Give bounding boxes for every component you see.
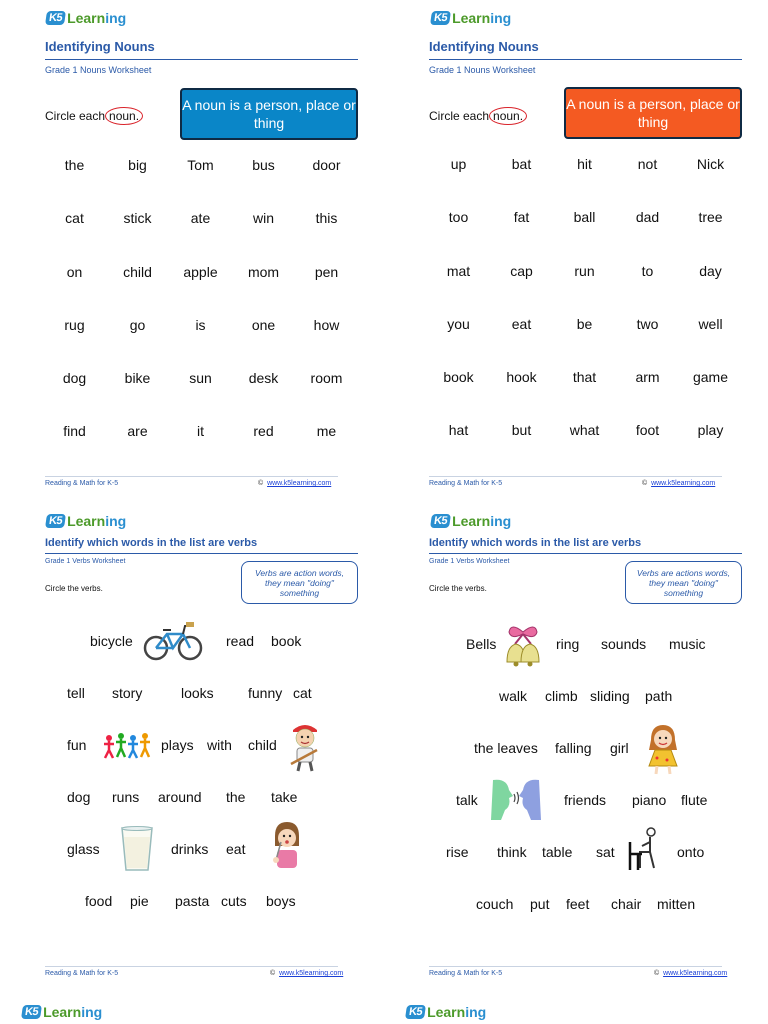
word: climb — [545, 688, 578, 704]
word: the — [226, 789, 246, 805]
noun-word: Nick — [696, 156, 725, 172]
footer-rule — [45, 476, 338, 477]
word: drinks — [171, 841, 209, 857]
circled-word: noun. — [105, 107, 143, 125]
noun-word: run — [574, 262, 595, 279]
noun-word: rug — [64, 316, 85, 333]
noun-word: the — [64, 157, 85, 173]
footer-rule — [429, 966, 722, 967]
noun-word: eat — [511, 315, 532, 332]
word: eat — [226, 841, 246, 857]
noun-word: bus — [252, 157, 275, 173]
word: table — [542, 844, 573, 860]
word: feet — [566, 896, 590, 912]
word: rise — [446, 844, 469, 860]
noun-word: ball — [573, 209, 596, 226]
word: falling — [555, 740, 592, 756]
definition-box: A noun is a person, place or thing — [564, 87, 742, 139]
instruction: Circle the verbs. — [429, 584, 487, 593]
word: mitten — [657, 896, 696, 912]
glass-of-milk-icon — [118, 825, 156, 873]
noun-word: book — [443, 369, 474, 386]
word: onto — [677, 844, 705, 860]
footer-link[interactable]: www.k5learning.com — [267, 480, 332, 487]
definition-box: Verbs are action words, they mean "doing" something — [241, 561, 358, 604]
noun-word: day — [699, 262, 722, 279]
word: looks — [181, 685, 214, 701]
noun-word: big — [128, 157, 147, 173]
footer-right: © www.k5learning.com — [642, 480, 716, 487]
word: ring — [556, 636, 580, 652]
worksheet-subtitle: Grade 1 Verbs Worksheet — [45, 558, 126, 565]
word: boys — [266, 893, 296, 909]
noun-word: go — [129, 316, 146, 333]
noun-word: foot — [635, 422, 660, 439]
word: girl — [610, 740, 629, 756]
definition-box: A noun is a person, place or thing — [180, 88, 358, 140]
k5-badge: K5 — [430, 514, 451, 528]
word: cat — [293, 685, 312, 701]
word: around — [158, 789, 202, 805]
k5-logo — [46, 513, 126, 529]
footer-right: © www.k5learning.com — [258, 480, 332, 487]
noun-word: this — [315, 210, 338, 227]
noun-word: Tom — [187, 157, 214, 173]
word: take — [271, 789, 298, 805]
noun-word: that — [572, 369, 597, 386]
noun-word: up — [450, 156, 467, 172]
k5-badge: K5 — [21, 1005, 42, 1019]
noun-word: well — [698, 315, 723, 332]
word: sliding — [590, 688, 630, 704]
worksheet-subtitle: Grade 1 Nouns Worksheet — [45, 65, 152, 75]
footer-rule — [429, 476, 722, 477]
noun-word: are — [127, 423, 148, 440]
instruction: Circle the verbs. — [45, 584, 103, 593]
noun-word: door — [312, 157, 341, 173]
footer-left: Reading & Math for K-5 — [429, 970, 503, 977]
k5-logo — [22, 1004, 102, 1020]
bicycle-icon — [143, 620, 203, 662]
noun-word: mom — [247, 263, 280, 280]
k5-logo — [406, 1004, 486, 1020]
noun-word: tree — [698, 209, 723, 226]
title-rule — [429, 59, 742, 60]
k5-logo — [46, 10, 126, 26]
page-title: Identifying Nouns — [45, 39, 155, 54]
word: pie — [130, 893, 149, 909]
word: plays — [161, 737, 194, 753]
footer-link[interactable]: www.k5learning.com — [279, 970, 344, 977]
k5-logo — [431, 10, 511, 26]
word: child — [248, 737, 277, 753]
word: put — [530, 896, 550, 912]
word: story — [112, 685, 143, 701]
noun-word: hat — [448, 422, 469, 439]
noun-word: desk — [248, 370, 279, 387]
noun-word: be — [576, 315, 593, 332]
noun-word: me — [316, 423, 337, 440]
word: pasta — [175, 893, 210, 909]
title-rule — [45, 59, 358, 60]
word: path — [645, 688, 673, 704]
learning-wordmark: Learning — [43, 1004, 103, 1020]
word: runs — [112, 789, 140, 805]
noun-word: apple — [183, 263, 218, 280]
noun-word: hit — [577, 156, 592, 172]
noun-word: cap — [510, 262, 533, 279]
noun-word: mat — [446, 262, 471, 279]
word: sounds — [601, 636, 647, 652]
noun-word: but — [511, 422, 532, 439]
word: think — [497, 844, 527, 860]
worksheet-subtitle: Grade 1 Verbs Worksheet — [429, 558, 510, 565]
definition-box: Verbs are actions words, they mean "doing" something — [625, 561, 742, 604]
k5-logo — [431, 513, 511, 529]
noun-word: play — [697, 422, 724, 439]
noun-word: one — [251, 316, 276, 333]
noun-word: cat — [65, 210, 84, 227]
person-sitting-icon — [624, 826, 662, 874]
noun-word: win — [252, 210, 274, 227]
word: friends — [564, 792, 607, 808]
noun-word: room — [310, 370, 343, 387]
word: music — [669, 636, 706, 652]
noun-word: how — [313, 316, 340, 333]
learning-wordmark: Learning — [452, 10, 512, 26]
girl-eating-icon — [267, 820, 307, 870]
word: chair — [611, 896, 642, 912]
two-faces-talking-icon — [489, 776, 543, 822]
noun-word: arm — [635, 369, 660, 386]
noun-word: on — [66, 263, 83, 280]
worksheet-subtitle: Grade 1 Nouns Worksheet — [429, 65, 536, 75]
noun-word: fat — [513, 209, 530, 226]
noun-word: what — [569, 422, 600, 439]
noun-word: child — [123, 263, 152, 280]
noun-word: bat — [511, 156, 532, 172]
word: Bells — [466, 636, 497, 652]
learning-wordmark: Learning — [427, 1004, 487, 1020]
noun-word-grid — [43, 155, 358, 475]
title-rule — [45, 553, 358, 554]
noun-word: is — [195, 316, 206, 333]
footer-link[interactable]: www.k5learning.com — [651, 480, 716, 487]
noun-word: stick — [123, 210, 152, 227]
noun-word: red — [253, 423, 274, 440]
noun-word: dog — [62, 370, 87, 387]
word: piano — [632, 792, 667, 808]
instruction: Circle each noun. — [429, 109, 527, 123]
girl-icon — [643, 722, 683, 776]
noun-word-grid — [427, 154, 742, 474]
word: walk — [499, 688, 528, 704]
k5-badge: K5 — [45, 514, 66, 528]
word: fun — [67, 737, 87, 753]
noun-word: hook — [506, 369, 537, 386]
noun-word: too — [448, 209, 469, 226]
noun-word: ate — [190, 210, 211, 227]
footer-link[interactable]: www.k5learning.com — [663, 970, 728, 977]
learning-wordmark: Learning — [452, 513, 512, 529]
page-title: Identifying Nouns — [429, 39, 539, 54]
footer-left: Reading & Math for K-5 — [45, 480, 119, 487]
word: funny — [248, 685, 283, 701]
footer-left: Reading & Math for K-5 — [45, 970, 119, 977]
word: book — [271, 633, 302, 649]
noun-word: it — [197, 423, 204, 440]
k5-badge: K5 — [405, 1005, 426, 1019]
bells-icon — [501, 622, 545, 670]
footer-left: Reading & Math for K-5 — [429, 480, 503, 487]
page-title: Identify which words in the list are verbs — [45, 537, 258, 549]
k5-badge: K5 — [430, 11, 451, 25]
learning-wordmark: Learning — [67, 10, 127, 26]
footer-rule — [45, 966, 338, 967]
word: the leaves — [474, 740, 538, 756]
word: couch — [476, 896, 514, 912]
child-icon — [287, 720, 323, 772]
noun-word: two — [636, 315, 659, 332]
learning-wordmark: Learning — [67, 513, 127, 529]
noun-word: pen — [314, 263, 339, 280]
noun-word: game — [692, 369, 729, 386]
noun-word: bike — [124, 370, 151, 387]
word: flute — [681, 792, 708, 808]
k5-badge: K5 — [45, 11, 66, 25]
noun-word: not — [637, 156, 658, 172]
noun-word: sun — [189, 370, 212, 387]
word: tell — [67, 685, 85, 701]
circled-word: noun. — [489, 107, 527, 125]
children-playing-icon — [102, 730, 152, 760]
noun-word: you — [447, 315, 470, 332]
title-rule — [429, 553, 742, 554]
footer-right: © www.k5learning.com — [654, 970, 728, 977]
page-title: Identify which words in the list are verbs — [429, 537, 642, 549]
noun-word: to — [641, 262, 654, 279]
noun-word: dad — [635, 209, 660, 226]
word: with — [207, 737, 232, 753]
footer-right: © www.k5learning.com — [270, 970, 344, 977]
word: glass — [67, 841, 100, 857]
word: bicycle — [90, 633, 133, 649]
noun-word: find — [63, 423, 86, 440]
instruction: Circle each noun. — [45, 109, 143, 123]
word: cuts — [221, 893, 247, 909]
word: sat — [596, 844, 615, 860]
word: read — [226, 633, 255, 649]
word: talk — [456, 792, 478, 808]
word: food — [85, 893, 113, 909]
word: dog — [67, 789, 91, 805]
